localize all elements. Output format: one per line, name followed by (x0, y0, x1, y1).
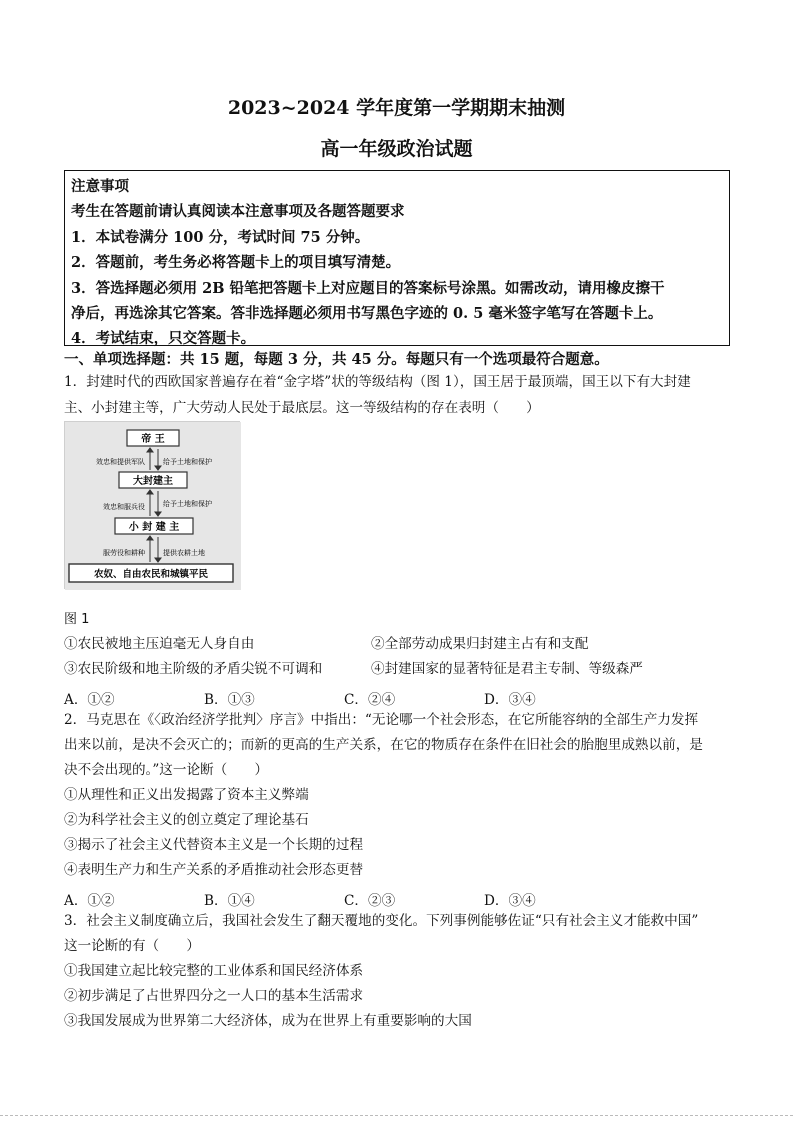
q2-stem-line: 决不会出现的。”这一论断（ ） (64, 762, 269, 778)
q1-statement: ③农民阶级和地主阶级的矛盾尖锐不可调和 (64, 661, 323, 677)
notice-heading: 注意事项 (71, 178, 129, 195)
option-a: A．①② (64, 893, 115, 909)
notice-line: 净后，再选涂其它答案。答非选择题必须用书写黑色字迹的 0. 5 毫米签字笔写在答题卡上。 (71, 304, 663, 322)
option-b: B．①④ (204, 893, 255, 909)
notice-box (64, 170, 730, 346)
notice-line: 1．本试卷满分 100 分，考试时间 75 分钟。 (71, 228, 370, 246)
q1-stem-line: 主、小封建主等，广大劳动人民处于最底层。这一等级结构的存在表明（ ） (64, 400, 540, 416)
hierarchy-figure (64, 421, 240, 589)
q2-stem-line: 2．马克思在《〈政治经济学批判〉序言》中指出：“无论哪一个社会形态，在它所能容纳的全部生产力发挥 (64, 712, 699, 728)
box-commoners-label: 农奴、自由农民和城镇平民 (93, 569, 209, 580)
q2-statement: ④表明生产力和生产关系的矛盾推动社会形态更替 (64, 862, 364, 878)
q1-statement: ④封建国家的显著特征是君主专制、等级森严 (371, 661, 643, 677)
hierarchy-diagram (65, 422, 241, 590)
box-king-label: 帝 王 (141, 434, 165, 445)
notice-line: 2．答题前，考生务必将答题卡上的项目填写清楚。 (71, 254, 401, 272)
left-label: 效忠和服兵役 (103, 503, 145, 511)
notice-line: 考生在答题前请认真阅读本注意事项及各题答题要求 (71, 203, 405, 221)
q2-statement: ③揭示了社会主义代替资本主义是一个长期的过程 (64, 837, 364, 853)
box-great-lord-label: 大封建主 (133, 476, 173, 487)
notice-line: 4．考试结束，只交答题卡。 (71, 330, 256, 348)
q3-stem-line: 3．社会主义制度确立后，我国社会发生了翻天覆地的变化。下列事例能够佐证“只有社会主义才能救中国” (64, 913, 699, 929)
option-d: D．③④ (484, 692, 536, 708)
q1-statement: ①农民被地主压迫毫无人身自由 (64, 636, 255, 652)
right-label: 给予土地和保护 (163, 458, 212, 466)
box-minor-lord-label: 小 封 建 主 (128, 522, 180, 533)
q1-options (64, 688, 536, 708)
left-label: 效忠和提供军队 (96, 458, 145, 466)
q2-options (64, 889, 536, 909)
q3-statement: ②初步满足了占世界四分之一人口的基本生活需求 (64, 988, 364, 1004)
option-d: D．③④ (484, 893, 536, 909)
option-b: B．①③ (204, 692, 255, 708)
q1-statement: ②全部劳动成果归封建主占有和支配 (371, 636, 589, 652)
exam-title: 2023~2024 学年度第一学期期末抽测 (227, 97, 566, 119)
exam-subtitle: 高一年级政治试题 (320, 138, 473, 160)
page-bottom-rule (0, 1115, 793, 1116)
left-label: 服劳役和耕种 (103, 549, 145, 557)
figure-caption: 图 1 (64, 612, 90, 627)
q2-stem-line: 出来以前，是决不会灭亡的；而新的更高的生产关系，在它的物质存在条件在旧社会的胎胞里成熟以前，是 (64, 737, 703, 753)
notice-line: 3．答选择题必须用 2B 铅笔把答题卡上对应题目的答案标号涂黑。如需改动，请用橡皮擦干 (71, 279, 665, 297)
option-c: C．②③ (344, 893, 396, 909)
right-label: 给予土地和保护 (163, 500, 212, 508)
section-heading: 一、单项选择题：共 15 题，每题 3 分，共 45 分。每题只有一个选项最符合题意。 (64, 351, 609, 368)
q2-statement: ②为科学社会主义的创立奠定了理论基石 (64, 812, 309, 828)
right-label: 提供农耕土地 (163, 549, 205, 557)
option-a: A．①② (64, 692, 115, 708)
q3-statement: ①我国建立起比较完整的工业体系和国民经济体系 (64, 963, 364, 979)
q3-statement: ③我国发展成为世界第二大经济体，成为在世界上有重要影响的大国 (64, 1013, 472, 1029)
option-c: C．②④ (344, 692, 396, 708)
q2-statement: ①从理性和正义出发揭露了资本主义弊端 (64, 787, 309, 803)
q1-stem-line: 1．封建时代的西欧国家普遍存在着“金字塔”状的等级结构（图 1），国王居于最顶端，国王以下有大封建 (64, 374, 691, 390)
q3-stem-line: 这一论断的有（ ） (64, 938, 200, 954)
